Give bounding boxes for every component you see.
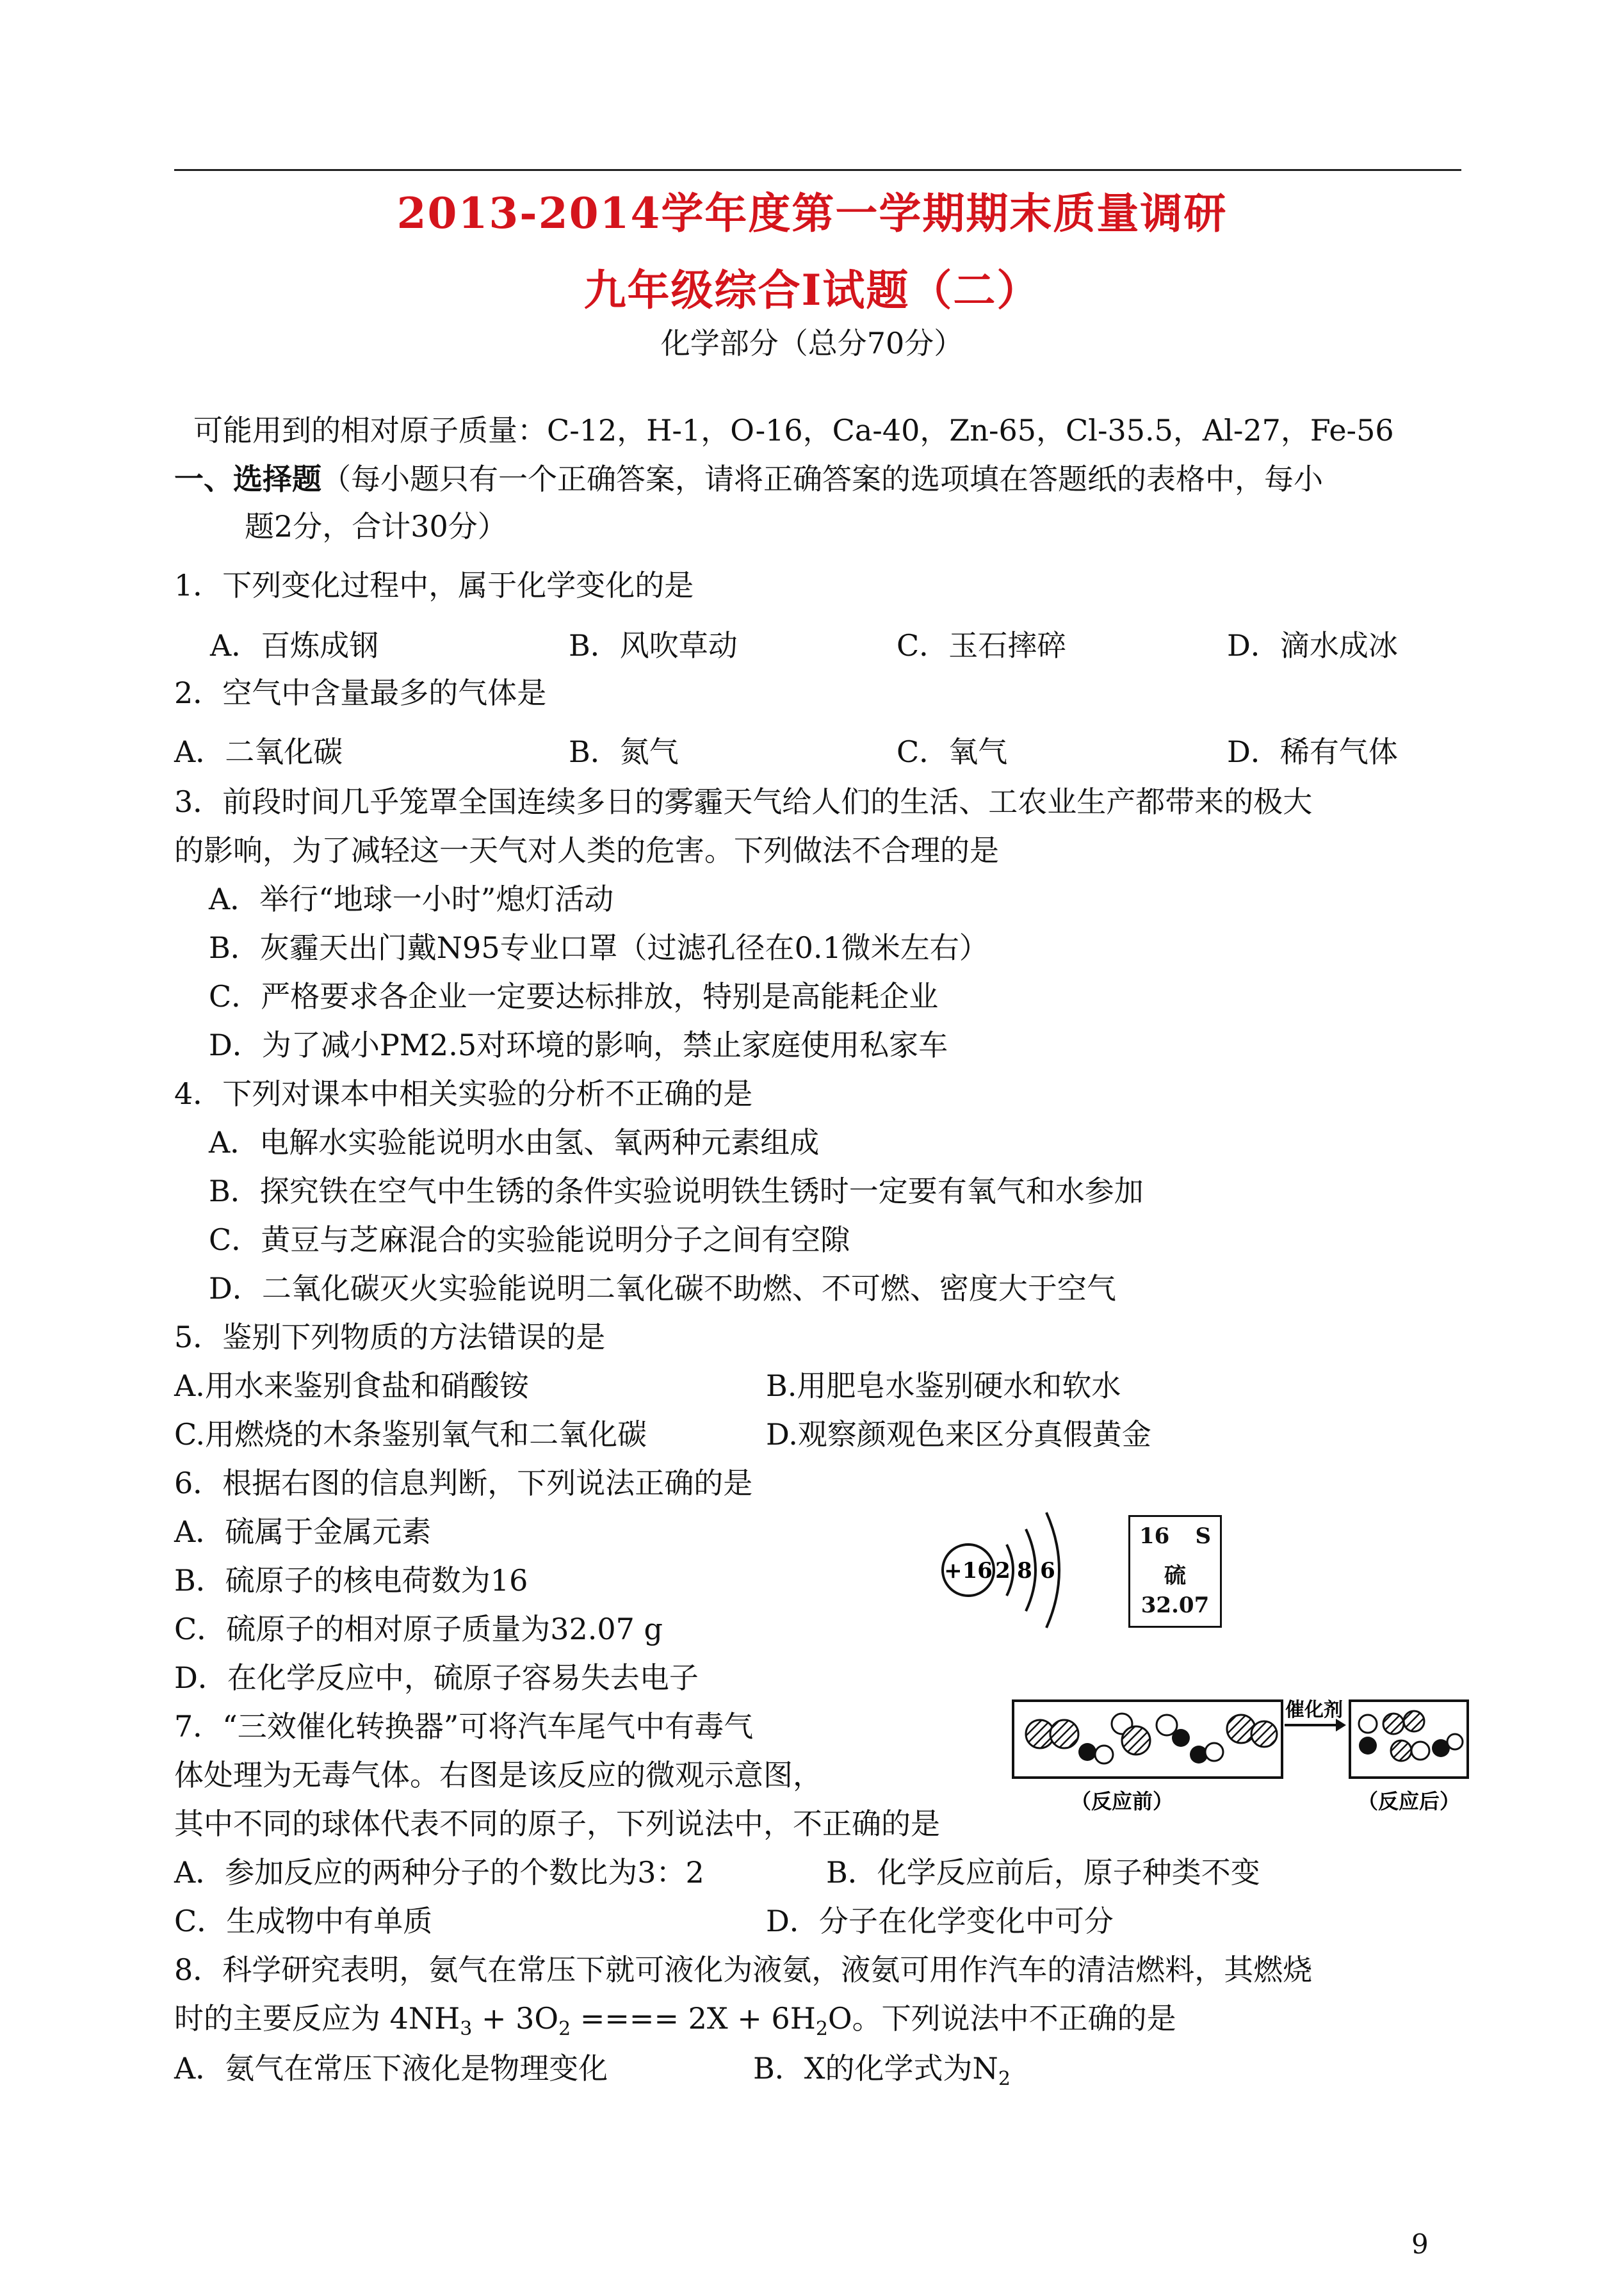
q8-equation-part1: 时的主要反应为 4NH — [174, 2001, 460, 2036]
q3-stem-line1: 3．前段时间几乎笼罩全国连续多日的雾霾天气给人们的生活、工农业生产都带来的极大 — [174, 784, 1313, 819]
q1-stem: 1．下列变化过程中，属于化学变化的是 — [174, 568, 694, 603]
element-name: 硫 — [1164, 1563, 1186, 1589]
q3-stem-line2: 的影响，为了减轻这一天气对人类的危害。下列做法不合理的是 — [174, 833, 999, 868]
q4-stem: 4．下列对课本中相关实验的分析不正确的是 — [174, 1076, 753, 1111]
before-molecules — [1026, 1714, 1277, 1764]
shell-electrons-1: 2 — [995, 1558, 1011, 1584]
q5-option-c: C.用燃烧的木条鉴别氧气和二氧化碳 — [174, 1417, 647, 1452]
reaction-micro-diagram — [1009, 1688, 1470, 1829]
q6-option-d: D．在化学反应中，硫原子容易失去电子 — [174, 1660, 699, 1695]
q7-option-c: C．生成物中有单质 — [174, 1904, 433, 1938]
q7-stem-line1: 7．“三效催化转换器”可将汽车尾气中有毒气 — [174, 1709, 754, 1744]
q2-stem: 2．空气中含量最多的气体是 — [174, 676, 547, 710]
q5-option-a: A.用水来鉴别食盐和硝酸铵 — [174, 1368, 529, 1403]
header-rule — [174, 169, 1461, 171]
section-subtitle: 化学部分（总分70分） — [660, 326, 964, 361]
q5-option-d: D.观察颜观色来区分真假黄金 — [766, 1417, 1151, 1452]
section1-instruction — [174, 460, 1323, 498]
exam-subtitle: 九年级综合Ⅰ试题（二） — [583, 265, 1041, 315]
q8-equation-part2: + 3O — [472, 2001, 559, 2036]
section1-instruction-b: 题2分，合计30分） — [245, 509, 507, 544]
q6-option-a: A．硫属于金属元素 — [174, 1514, 432, 1549]
after-molecules — [1359, 1711, 1463, 1761]
element-atomic-mass: 32.07 — [1141, 1593, 1210, 1618]
section1-instruction-a: （每小题只有一个正确答案，请将正确答案的选项填在答题纸的表格中，每小 — [321, 462, 1323, 496]
q4-option-d: D．二氧化碳灭火实验能说明二氧化碳不助燃、不可燃、密度大于空气 — [209, 1271, 1116, 1306]
q6-option-b: B．硫原子的核电荷数为16 — [174, 1563, 528, 1598]
q3-option-b: B．灰霾天出门戴N95专业口罩（过滤孔径在0.1微米左右） — [209, 930, 989, 965]
element-atomic-number: 16 — [1139, 1523, 1170, 1549]
q8-sub-3: 2 — [815, 2018, 828, 2041]
q1-option-a: A．百炼成钢 — [210, 628, 379, 663]
q7-stem-line3: 其中不同的球体代表不同的原子，下列说法中，不正确的是 — [174, 1806, 940, 1841]
q2-option-b: B．氮气 — [569, 734, 679, 769]
q7-option-a: A．参加反应的两种分子的个数比为3：2 — [174, 1855, 704, 1890]
q8-option-b-text: B．X的化学式为N — [753, 2051, 998, 2086]
catalyst-label: 催化剂 — [1285, 1699, 1343, 1721]
q4-option-a: A．电解水实验能说明水由氢、氧两种元素组成 — [209, 1125, 820, 1160]
exam-title: 2013-2014学年度第一学期期末质量调研 — [396, 188, 1228, 238]
q8-sub-1: 3 — [460, 2018, 473, 2041]
q7-option-b: B．化学反应前后，原子种类不变 — [826, 1855, 1260, 1890]
q6-option-c: C．硫原子的相对原子质量为32.07 g — [174, 1612, 663, 1646]
shell-electrons-3: 6 — [1040, 1558, 1055, 1584]
q8-equation-part4: O。下列说法中不正确的是 — [827, 2001, 1176, 2036]
q8-option-b-sub: 2 — [998, 2068, 1011, 2091]
element-info-box — [1128, 1515, 1222, 1628]
q4-option-c: C．黄豆与芝麻混合的实验能说明分子之间有空隙 — [209, 1222, 850, 1257]
q6-stem: 6．根据右图的信息判断，下列说法正确的是 — [174, 1466, 753, 1500]
q2-option-a: A．二氧化碳 — [174, 734, 343, 769]
atomic-masses-line: 可能用到的相对原子质量：C-12，H-1，O-16，Ca-40，Zn-65，Cl-35.5，Al-27，Fe-56 — [193, 413, 1394, 448]
q3-option-d: D．为了减小PM2.5对环境的影响，禁止家庭使用私家车 — [209, 1028, 948, 1062]
q7-stem-line2: 体处理为无毒气体。右图是该反应的微观示意图， — [174, 1758, 822, 1792]
q8-sub-2: 2 — [558, 2018, 571, 2041]
after-label: （反应后） — [1357, 1789, 1461, 1813]
page-number: 9 — [1411, 2228, 1429, 2260]
q5-option-b: B.用肥皂水鉴别硬水和软水 — [766, 1368, 1121, 1403]
q2-option-c: C．氧气 — [897, 734, 1008, 769]
q8-option-b — [753, 2049, 1011, 2098]
q1-option-d: D．滴水成冰 — [1227, 628, 1398, 663]
q3-option-c: C．严格要求各企业一定要达标排放，特别是高能耗企业 — [209, 979, 939, 1014]
section1-heading: 一、选择题 — [174, 462, 321, 496]
shell-electrons-2: 8 — [1017, 1558, 1032, 1584]
q8-equation-part3: ==== 2X + 6H — [571, 2001, 816, 2036]
q8-stem-line2 — [174, 1999, 1176, 2048]
q8-option-a: A．氨气在常压下液化是物理变化 — [174, 2051, 608, 2086]
q4-option-b: B．探究铁在空气中生锈的条件实验说明铁生锈时一定要有氧气和水参加 — [209, 1174, 1144, 1208]
q3-option-a: A．举行“地球一小时”熄灯活动 — [209, 882, 614, 916]
q1-option-b: B．风吹草动 — [569, 628, 738, 663]
before-label: （反应前） — [1070, 1789, 1174, 1813]
q2-option-d: D．稀有气体 — [1227, 734, 1398, 769]
q7-option-d: D．分子在化学变化中可分 — [766, 1904, 1114, 1938]
nucleus-charge: +16 — [944, 1558, 993, 1584]
sulfur-atom-diagram — [935, 1498, 1076, 1639]
element-symbol: S — [1195, 1523, 1211, 1549]
q1-option-c: C．玉石摔碎 — [897, 628, 1067, 663]
q5-stem: 5．鉴别下列物质的方法错误的是 — [174, 1320, 606, 1354]
q8-stem-line1: 8．科学研究表明，氨气在常压下就可液化为液氨，液氨可用作汽车的清洁燃料，其燃烧 — [174, 1952, 1313, 1987]
